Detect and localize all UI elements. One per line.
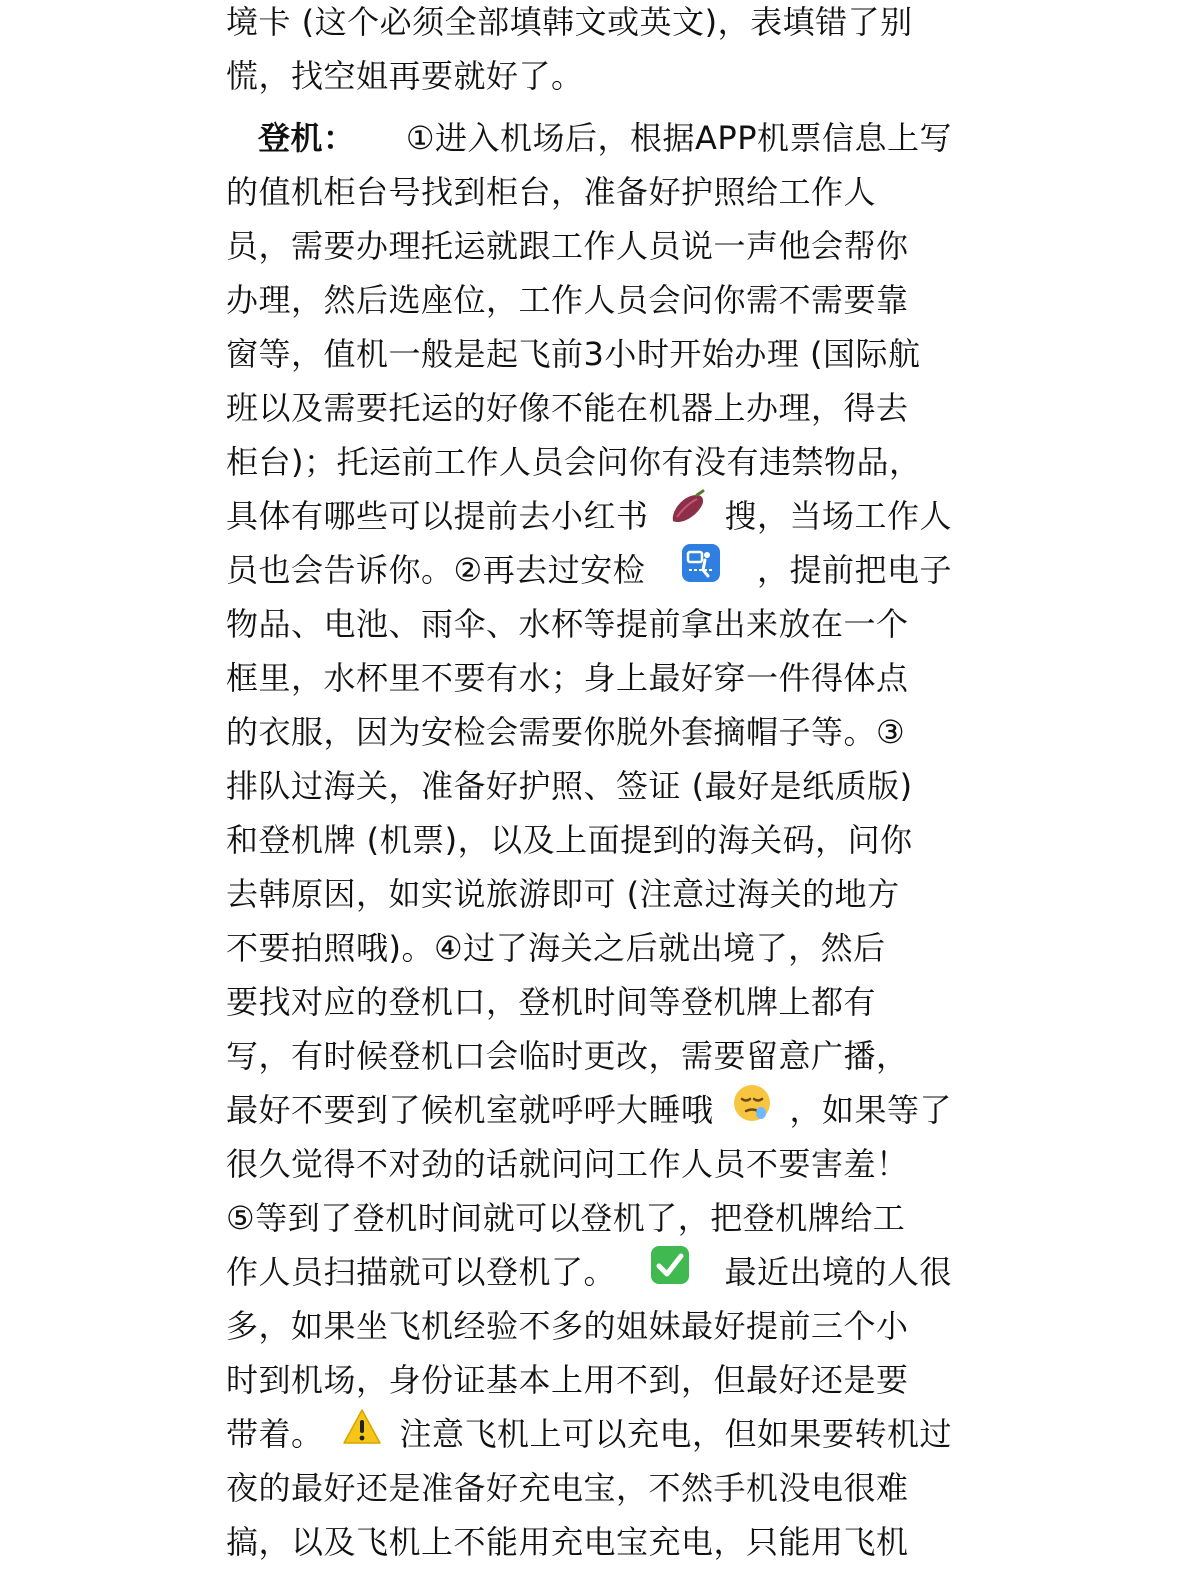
text-line-5 xyxy=(226,219,952,273)
text-line-12 xyxy=(226,597,952,651)
line-text: 和登机牌 (机票)，以及上面提到的海关码，问你 xyxy=(226,821,913,859)
line-text: ⑤等到了登机时间就可以登机了，把登机牌给工 xyxy=(226,1199,906,1237)
line-text: 排队过海关，准备好护照、签证 (最好是纸质版) xyxy=(226,767,913,805)
text-line-21 xyxy=(226,1083,952,1137)
line-text: 的衣服，因为安检会需要你脱外套摘帽子等。③ xyxy=(226,713,906,751)
text-line-4 xyxy=(226,165,952,219)
line-text: 时到机场，身份证基本上用不到，但最好还是要 xyxy=(226,1361,909,1399)
text-line-6 xyxy=(226,273,952,327)
text-line-17 xyxy=(226,867,952,921)
text-line-13 xyxy=(226,651,952,705)
line-text: 搞，以及飞机上不能用充电宝充电，只能用飞机 xyxy=(226,1523,909,1561)
warning-icon xyxy=(342,1407,382,1447)
line-text: 柜台)；托运前工作人员会问你有没有违禁物品， xyxy=(226,443,922,481)
line-text: 办理，然后选座位，工作人员会问你需不需要靠 xyxy=(226,281,909,319)
text-line-10 xyxy=(226,489,952,543)
text-line-25 xyxy=(226,1299,952,1353)
text-line-19 xyxy=(226,975,952,1029)
text-line-18 xyxy=(226,921,952,975)
text-line-7 xyxy=(226,327,952,381)
text-line-1 xyxy=(226,0,952,49)
text-line-9 xyxy=(226,435,952,489)
section-heading-boarding: 登机： xyxy=(258,119,356,157)
line-text: 慌，找空姐再要就好了。 xyxy=(226,57,584,95)
line-text: 注意飞机上可以充电，但如果要转机过 xyxy=(399,1415,952,1453)
line-text: 作人员扫描就可以登机了。 xyxy=(226,1253,617,1291)
line-text: 多，如果坐飞机经验不多的姐妹最好提前三个小 xyxy=(226,1307,909,1345)
line-text: 班以及需要托运的好像不能在机器上办理，得去 xyxy=(226,389,909,427)
line-text: 很久觉得不对劲的话就问问工作人员不要害羞！ xyxy=(226,1145,909,1183)
line-text: 写，有时候登机口会临时更改，需要留意广播， xyxy=(226,1037,909,1075)
text-line-22 xyxy=(226,1137,952,1191)
text-line-23 xyxy=(226,1191,952,1245)
line-text: 具体有哪些可以提前去小红书 xyxy=(226,497,649,535)
text-line-2 xyxy=(226,49,584,103)
line-text: 员，需要办理托运就跟工作人员说一声他会帮你 xyxy=(226,227,909,265)
line-text: 窗等，值机一般是起飞前3小时开始办理 (国际航 xyxy=(226,335,921,373)
line-text: 最近出境的人很 xyxy=(724,1253,952,1291)
text-line-16 xyxy=(226,813,952,867)
line-text: 夜的最好还是准备好充电宝，不然手机没电很难 xyxy=(226,1469,909,1507)
line-text: 要找对应的登机口，登机时间等登机牌上都有 xyxy=(226,983,877,1021)
line-text: 物品、电池、雨伞、水杯等提前拿出来放在一个 xyxy=(226,605,909,643)
text-line-20 xyxy=(226,1029,952,1083)
line-text: 搜，当场工作人 xyxy=(724,497,952,535)
sleepy-face-icon xyxy=(732,1083,772,1123)
line-text: 境卡 (这个必须全部填韩文或英文)，表填错了别 xyxy=(226,3,913,41)
text-line-29 xyxy=(226,1515,952,1569)
security-check-icon xyxy=(681,543,721,583)
sweet-potato-icon xyxy=(667,489,707,529)
text-line-27 xyxy=(226,1407,952,1461)
text-line-3 xyxy=(258,111,952,165)
line-text: 最好不要到了候机室就呼呼大睡哦 xyxy=(226,1091,714,1129)
line-text: 不要拍照哦)。④过了海关之后就出境了，然后 xyxy=(226,929,886,967)
text-line-15 xyxy=(226,759,952,813)
text-line-8 xyxy=(226,381,952,435)
line-text: ，如果等了 xyxy=(789,1091,952,1129)
check-mark-button-icon xyxy=(650,1245,690,1285)
text-line-11 xyxy=(226,543,952,597)
text-line-24 xyxy=(226,1245,952,1299)
text-line-26 xyxy=(226,1353,952,1407)
line-text: 员也会告诉你。②再去过安检 xyxy=(226,551,646,589)
line-text: ，提前把电子 xyxy=(756,551,952,589)
line-text: ①进入机场后，根据APP机票信息上写 xyxy=(405,119,952,157)
line-text: 带着。 xyxy=(226,1415,324,1453)
line-text: 去韩原因，如实说旅游即可 (注意过海关的地方 xyxy=(226,875,900,913)
line-text: 框里，水杯里不要有水；身上最好穿一件得体点 xyxy=(226,659,909,697)
text-line-14 xyxy=(226,705,952,759)
text-line-28 xyxy=(226,1461,952,1515)
line-text: 的值机柜台号找到柜台，准备好护照给工作人 xyxy=(226,173,877,211)
